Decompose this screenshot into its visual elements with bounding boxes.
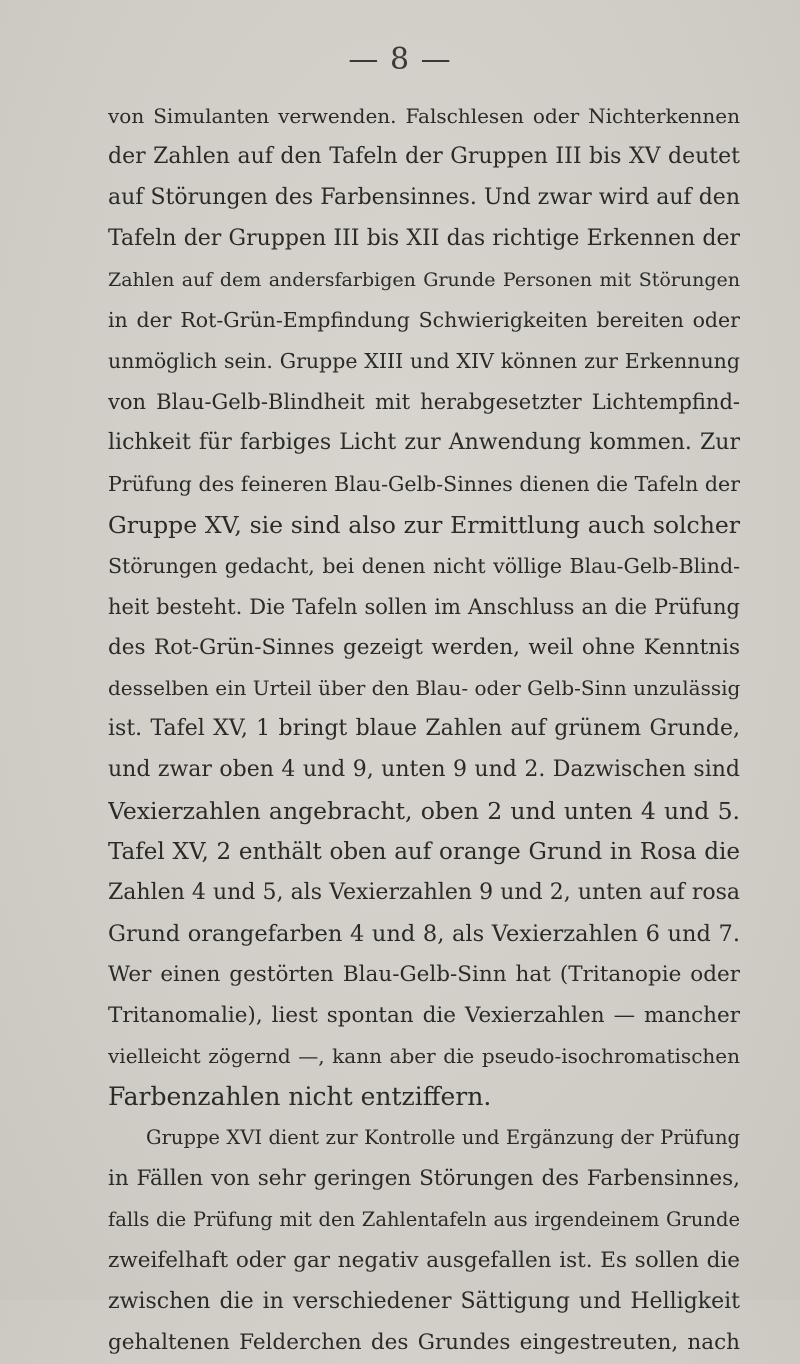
text-line: heit besteht. Die Tafeln sollen im Anschluss an die Prüfung (108, 594, 740, 619)
text-line: der Zahlen auf den Tafeln der Gruppen III bis XV deutet (108, 143, 740, 169)
text-line: Prüfung des feineren Blau-Gelb-Sinnes dienen die Tafeln der (108, 472, 740, 497)
text-line: auf Störungen des Farbensinnes. Und zwar wird auf den (108, 184, 740, 210)
text-line: Grund orangefarben 4 und 8, als Vexierzahlen 6 und 7. (108, 920, 740, 947)
text-line: Wer einen gestörten Blau-Gelb-Sinn hat (Tritanopie oder (108, 961, 740, 987)
text-line: zwischen die in verschiedener Sättigung und Helligkeit (108, 1288, 740, 1314)
text-line: Gruppe XV, sie sind also zur Ermittlung auch solcher (108, 510, 740, 539)
text-line: Vexierzahlen angebracht, oben 2 und unten 4 und 5. (108, 797, 740, 826)
text-line: Zahlen auf dem andersfarbigen Grunde Personen mit Störungen (108, 268, 740, 291)
text-line: Tafel XV, 2 enthält oben auf orange Grund in Rosa die (108, 839, 740, 866)
text-line: ist. Tafel XV, 1 bringt blaue Zahlen auf grünem Grunde, (108, 716, 740, 742)
text-line: unmöglich sein. Gruppe XIII und XIV können zur Erkennung (108, 349, 740, 374)
text-line: Störungen gedacht, bei denen nicht völlige Blau-Gelb-Blind- (108, 553, 740, 578)
text-line: Tafeln der Gruppen III bis XII das richtige Erkennen der (108, 225, 740, 251)
text-line: vielleicht zögernd —, kann aber die pseudo-isochromatischen (108, 1044, 740, 1069)
text-line: desselben ein Urteil über den Blau- oder Gelb-Sinn unzulässig (108, 676, 740, 701)
body-text (108, 96, 740, 1364)
paragraph-end-line: Farbenzahlen nicht entziffern. (108, 1082, 492, 1112)
text-line: in der Rot-Grün-Empfindung Schwierigkeiten bereiten oder (108, 308, 740, 333)
text-line: Tritanomalie), liest spontan die Vexierzahlen — mancher (108, 1002, 740, 1028)
text-line: falls die Prüfung mit den Zahlentafeln aus irgendeinem Grunde (108, 1208, 740, 1232)
text-line: von Blau-Gelb-Blindheit mit herabgesetzter Lichtempfind- (108, 390, 740, 415)
text-line: und zwar oben 4 und 9, unten 9 und 2. Dazwischen sind (108, 757, 740, 783)
text-line: in Fällen von sehr geringen Störungen des Farbensinnes, (108, 1166, 740, 1192)
text-line: gehaltenen Felderchen des Grundes eingestreuten, nach (108, 1329, 740, 1355)
text-line: Zahlen 4 und 5, als Vexierzahlen 9 und 2, unten auf rosa (108, 879, 740, 905)
text-line: lichkeit für farbiges Licht zur Anwendung kommen. Zur (108, 430, 740, 456)
page-number: — 8 — (348, 42, 452, 77)
text-line: von Simulanten verwenden. Falschlesen oder Nichterkennen (108, 104, 740, 128)
text-line: zweifelhaft oder gar negativ ausgefallen ist. Es sollen die (108, 1247, 740, 1273)
text-line: des Rot-Grün-Sinnes gezeigt werden, weil ohne Kenntnis (108, 634, 740, 660)
paragraph-start-line: Gruppe XVI dient zur Kontrolle und Ergänzung der Prüfung (146, 1126, 740, 1150)
